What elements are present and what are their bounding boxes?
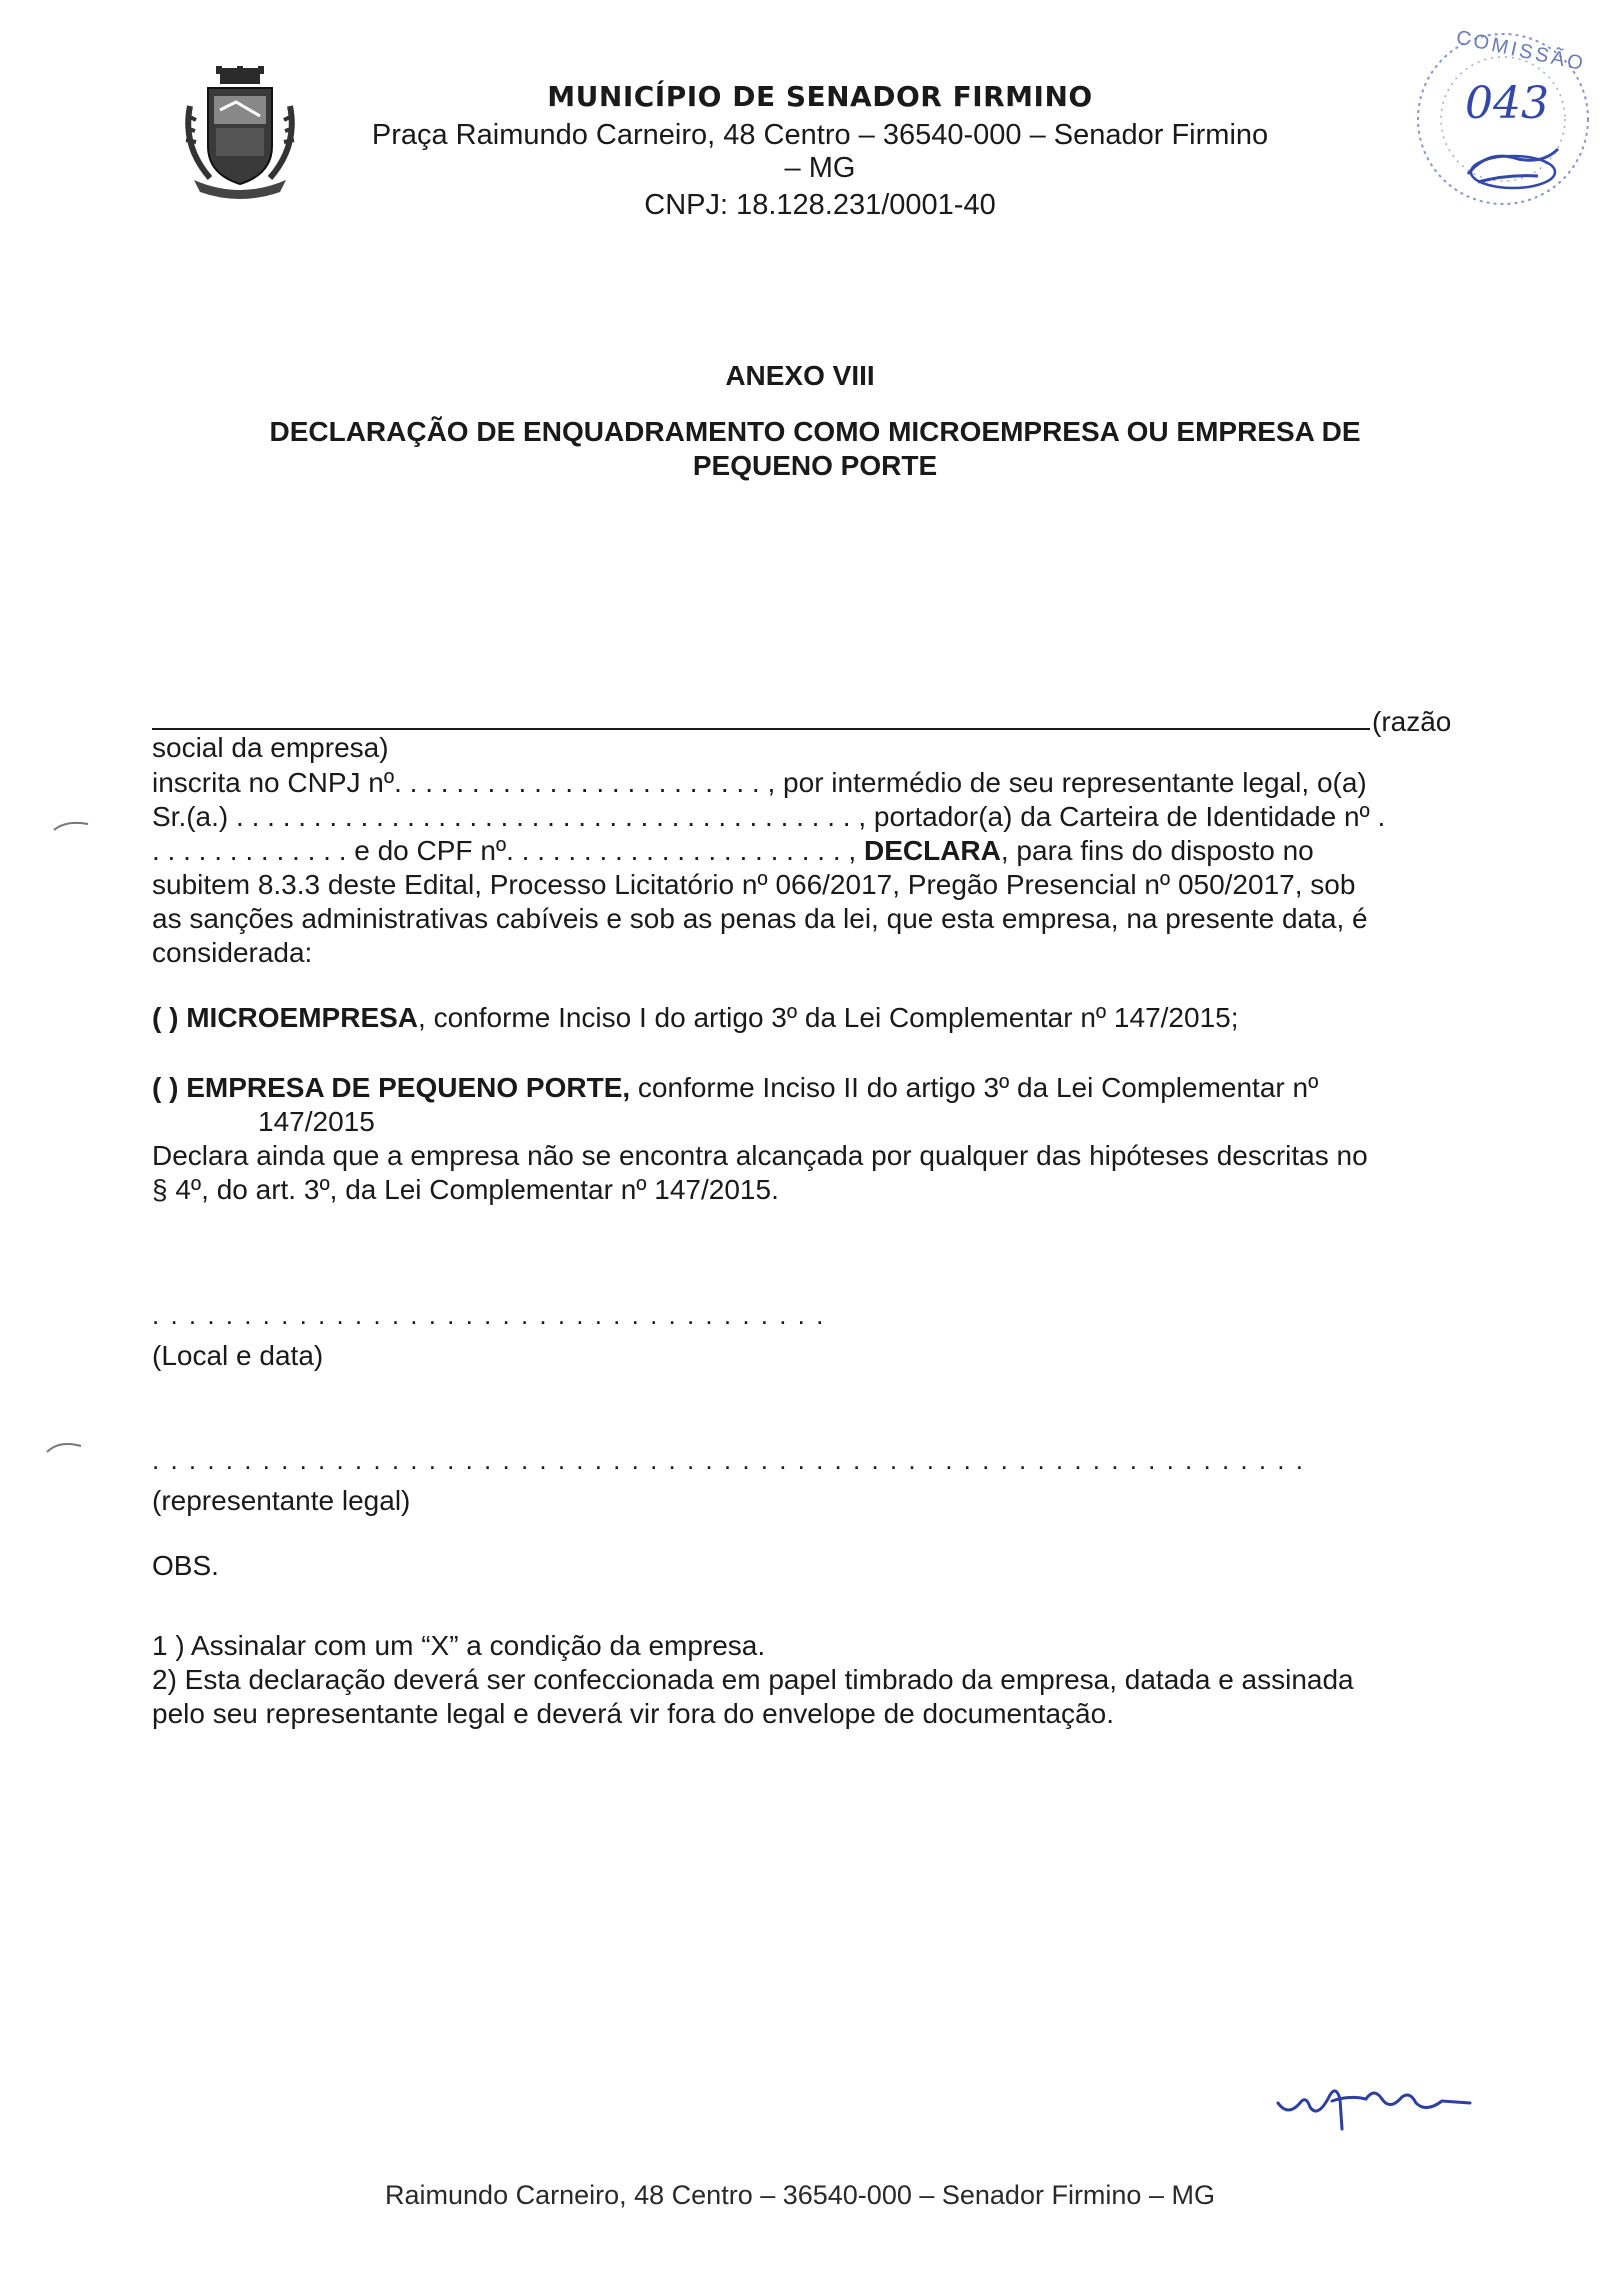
local-date-label: (Local e data)	[152, 1340, 324, 1371]
obs-item-2-line-2: pelo seu representante legal e deverá vir fora do envelope de documentação.	[152, 1698, 1114, 1729]
representative-label: (representante legal)	[152, 1485, 411, 1516]
option-microempresa-label: MICROEMPRESA	[186, 1002, 419, 1033]
sanctions-line: as sanções administrativas cabíveis e sob as penas da lei, que esta empresa, na presente data, é	[152, 903, 1368, 934]
razao-label: (razão	[1372, 706, 1452, 737]
local-date-dots: . . . . . . . . . . . . . . . . . . . . . . . . . . . . . . . . . . . . .	[152, 1300, 826, 1330]
option-checkbox[interactable]: ( )	[152, 1002, 179, 1033]
declara-continuation: , para fins do disposto no	[1000, 835, 1314, 866]
option-microempresa	[152, 1002, 1239, 1034]
option-epp	[152, 1072, 1318, 1104]
obs-heading: OBS.	[152, 1550, 219, 1581]
option-epp-text: conforme Inciso II do artigo 3º da Lei Complementar nº	[630, 1072, 1319, 1103]
declara-ainda-line-1: Declara ainda que a empresa não se encontra alcançada por qualquer das hipóteses descritas no	[152, 1140, 1368, 1171]
annex-heading: ANEXO VIII	[725, 360, 875, 391]
option-epp-label: EMPRESA DE PEQUENO PORTE,	[186, 1072, 631, 1103]
social-label: social da empresa)	[152, 732, 389, 763]
declaration-title	[220, 415, 1410, 483]
representative-dots: . . . . . . . . . . . . . . . . . . . . . . . . . . . . . . . . . . . . . . . . . . . . . . . . . . . . . . . . . . . . . . .	[152, 1445, 1305, 1475]
cnpj-line: inscrita no CNPJ nº. . . . . . . . . . . . . . . . . . . . . . . . , por intermédio de seu representante legal, o(a)	[152, 767, 1367, 798]
handwritten-initials-icon	[1270, 2065, 1480, 2135]
company-name-blank-line	[152, 728, 1370, 730]
municipality-address: Praça Raimundo Carneiro, 48 Centro – 36540-000 – Senador Firmino – MG	[371, 119, 1269, 184]
coat-of-arms-icon	[180, 66, 300, 201]
obs-item-1: 1 ) Assinalar com um “X” a condição da empresa.	[152, 1630, 766, 1661]
scan-mark-icon	[52, 820, 92, 832]
representative-line: Sr.(a.) . . . . . . . . . . . . . . . . . . . . . . . . . . . . . . . . . . . . . . . . , portador(a) da Carteira de Identidade nº .	[152, 801, 1386, 832]
scan-mark-icon	[45, 1440, 85, 1454]
declara-word: DECLARA	[863, 835, 1001, 866]
subitem-line: subitem 8.3.3 deste Edital, Processo Licitatório nº 066/2017, Pregão Presencial nº 050/2017, sob	[152, 869, 1356, 900]
cpf-line	[152, 835, 1314, 867]
option-epp-continuation: 147/2015	[258, 1106, 375, 1137]
considerada-line: considerada:	[152, 937, 313, 968]
declaration-title-line-2: PEQUENO PORTE	[692, 450, 938, 481]
declaration-title-line-1: DECLARAÇÃO DE ENQUADRAMENTO COMO MICROEMPRESA OU EMPRESA DE	[269, 416, 1361, 447]
option-microempresa-text: , conforme Inciso I do artigo 3º da Lei Complementar nº 147/2015;	[418, 1002, 1239, 1033]
stamp-label: COMISSÃO	[1454, 26, 1588, 76]
municipality-cnpj: CNPJ: 18.128.231/0001-40	[644, 189, 996, 221]
stamp-page-number: 043	[1465, 78, 1549, 129]
cpf-text: . . . . . . . . . . . . . e do CPF nº. . . . . . . . . . . . . . . . . . . . . . ,	[152, 835, 857, 866]
declara-ainda-line-2: § 4º, do art. 3º, da Lei Complementar nº 147/2015.	[152, 1174, 779, 1205]
option-checkbox[interactable]: ( )	[152, 1072, 179, 1103]
footer-address: Raimundo Carneiro, 48 Centro – 36540-000 – Senador Firmino – MG	[385, 2180, 1215, 2210]
municipality-name: MUNICÍPIO DE SENADOR FIRMINO	[547, 80, 1093, 113]
obs-item-2-line-1: 2) Esta declaração deverá ser confeccionada em papel timbrado da empresa, datada e assinada	[152, 1664, 1354, 1695]
letterhead	[360, 80, 1280, 222]
